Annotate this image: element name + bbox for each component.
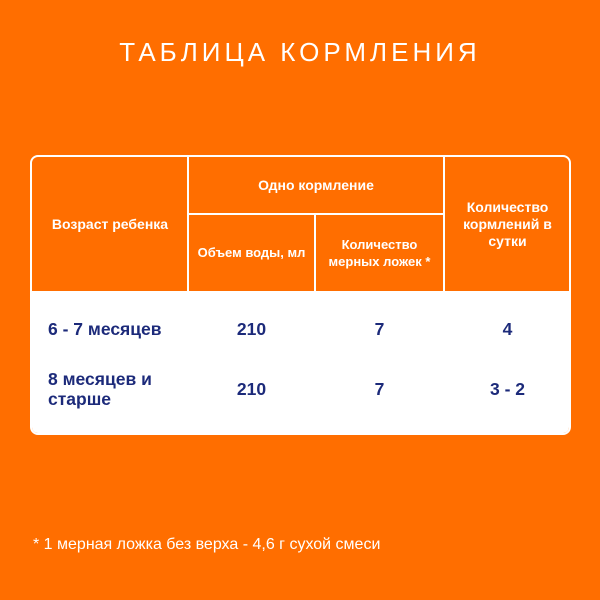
row-water: 210 xyxy=(236,379,267,399)
feeding-table xyxy=(30,155,571,435)
divider xyxy=(187,157,189,291)
header-age: Возраст ребенка xyxy=(51,215,169,232)
page-title: ТАБЛИЦА КОРМЛЕНИЯ xyxy=(119,37,481,67)
row-water: 210 xyxy=(236,319,267,339)
row-per-day: 4 xyxy=(502,319,513,339)
row-age: 6 - 7 месяцев xyxy=(48,319,162,339)
footnote: * 1 мерная ложка без верха - 4,6 г сухой смеси xyxy=(33,536,381,553)
header-feedings-per-day: Количество кормлений в сутки xyxy=(463,198,552,249)
divider xyxy=(314,214,316,291)
divider xyxy=(187,213,444,215)
header-one-feeding: Одно кормление xyxy=(258,177,374,193)
row-age: 8 месяцев и старше xyxy=(48,369,152,409)
table-body xyxy=(32,291,569,435)
header-spoons: Количество мерных ложек * xyxy=(328,236,431,269)
row-spoons: 7 xyxy=(374,319,385,339)
row-per-day: 3 - 2 xyxy=(489,379,526,399)
row-spoons: 7 xyxy=(374,379,385,399)
header-water-volume: Объем воды, мл xyxy=(197,245,306,260)
divider xyxy=(443,157,445,291)
